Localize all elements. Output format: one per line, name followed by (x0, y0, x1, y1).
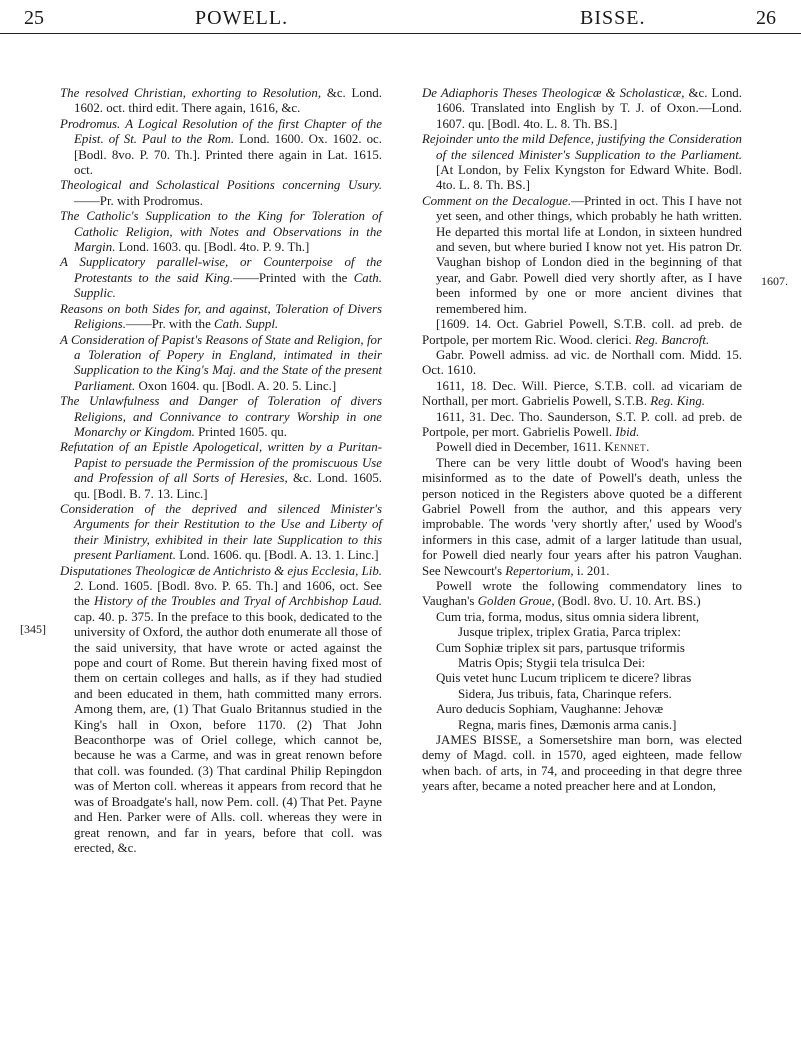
verse-line: Cum tria, forma, modus, situs omnia sidera librent, (436, 609, 700, 624)
register-note-3: 1611, 18. Dec. Will. Pierce, S.T.B. coll. ad vicariam de Northall, per mort. Gabrielis Powell, S.T.B. Reg. King. (422, 378, 742, 409)
verse-line: Cum Sophiæ triplex sit pars, partusque triformis (436, 640, 685, 655)
entry-unlawfulness: The Unlawfulness and Danger of Toleration of divers Religions, and Connivance to contrary Worship in one Monarchy or Kingdom. Printed 1605. qu. (60, 394, 382, 439)
entry-deprived-ministers: Consideration of the deprived and silenced Minister's Arguments for their Restitution to the Use and Liberty of their Ministry, exhibited in their late Supplication to this present Parliament. Lond. 1606. qu. [Bodl. A. 13. 1. Linc.] (60, 501, 382, 563)
left-running-head: POWELL. (195, 7, 289, 29)
entry-rejoinder: Rejoinder unto the mild Defence, justifying the Consideration of the silenced Minister's Supplication to the Parliament. [At London, by Felix Kyngston for Edward White. Bodl. 4to. L. 8. Th. BS.] (422, 132, 742, 193)
verse-line: Regna, maris fines, Dæmonis arma canis.] (458, 717, 677, 732)
entry-prodromus: Prodromus. A Logical Resolution of the first Chapter of the Epist. of St. Paul to the Rom. Lond. 1600. Ox. 1602. oc. [Bodl. 8vo. P. 70. Th.]. Printed there again in Lat. 1615. oct. (60, 116, 383, 178)
entry-resolved-christian: The resolved Christian, exhorting to Resolution, &c. Lond. 1602. oct. third edit. There again, 1616, &c. (60, 86, 382, 116)
entry-decalogue: Comment on the Decalogue.—Printed in oct. This I have not yet seen, and other things, which probably he hath written. He departed this mortal life at London, in sixteen hundred and seven, but where buried I know not yet. His patron Dr. Vaughan bishop of London died in the beginning of that year, and Gabr. Powell died very shortly after, as I have been informed by one or more ancient divines that remembered him. (422, 193, 742, 316)
entry-usury: Theological and Scholastical Positions concerning Usury.——Pr. with Prodromus. (60, 178, 382, 208)
left-column (60, 86, 382, 856)
right-running-head: BISSE. (580, 7, 646, 29)
entry-reasons-toleration: Reasons on both Sides for, and against, Toleration of Divers Religions.——Pr. with the Cath. Suppl. (60, 301, 382, 332)
entry-james-bisse: JAMES BISSE, a Somersetshire man born, was elected demy of Magd. coll. in 1570, aged eighteen, made fellow when bach. of arts, in 74, and proceeding in that degre three years after, became a noted preacher here and at London, (422, 733, 742, 794)
header-rule (0, 33, 801, 34)
right-column (422, 86, 742, 795)
page-header (0, 0, 801, 40)
entry-consideration-papists: A Consideration of Papist's Reasons of State and Religion, for a Toleration of Popery in England, intimated in their Supplication to the King's Maj. and the State of the present Parliament. Oxon 1604. qu. [Bodl. A. 20. 5. Linc.] (60, 332, 382, 393)
register-note-2: Gabr. Powell admiss. ad vic. de Northall com. Midd. 15. Oct. 1610. (422, 347, 742, 378)
verse-line: Matris Opis; Stygii tela trisulca Dei: (458, 656, 646, 671)
register-note: [1609. 14. Oct. Gabriel Powell, S.T.B. coll. ad preb. de Portpole, per mortem Ric. Wood. clerici. Reg. Bancroft. (422, 317, 742, 347)
right-page-number: 26 (756, 7, 776, 29)
author-name: JAMES BISSE, (436, 733, 522, 748)
right-margin-year: 1607. (761, 274, 788, 288)
register-note-5: Powell died in December, 1611. Kennet. (436, 440, 650, 455)
kennet-signature: Kennet. (604, 440, 650, 455)
verse-line: Sidera, Jus tribuis, fata, Charinque refers. (458, 686, 672, 701)
left-page-number: 25 (24, 7, 44, 29)
entry-de-adiaphoris: De Adiaphoris Theses Theologicæ & Scholasticæ, &c. Lond. 1606. Translated into English by T. J. of Oxon.—Lond. 1607. qu. [Bodl. 4to. L. 8. Th. BS.] (422, 86, 742, 131)
latin-verse (422, 610, 742, 733)
left-margin-page-ref: [345] (20, 622, 46, 636)
verse-line: Auro deducis Sophiam, Vaughanne: Jehovæ (436, 702, 664, 717)
verse-line: Jusque triplex, triplex Gratia, Parca triplex: (458, 625, 682, 640)
entry-catholic-supplication: The Catholic's Supplication to the King for Toleration of Catholic Religion, with Notes and Observations in the Margin. Lond. 1603. qu. [Bodl. 4to. P. 9. Th.] (60, 209, 382, 255)
commendatory-intro: Powell wrote the following commendatory lines to Vaughan's Golden Groue, (Bodl. 8vo. U. 10. Art. BS.) (422, 579, 742, 609)
verse-line: Quis vetet hunc Lucum triplicem te dicere? libras (436, 671, 692, 686)
register-note-4: 1611, 31. Dec. Tho. Saunderson, S.T. P. coll. ad preb. de Portpole, per mort. Gabrielis Powell. Ibid. (422, 409, 742, 439)
entry-disputationes: Disputationes Theologicæ de Antichristo & ejus Ecclesia, Lib. 2. Lond. 1605. [Bodl. 8vo. P. 65. Th.] and 1606, oct. See the History of the Troubles and Tryal of Archbishop Laud. cap. 40. p. 375. In the preface to this book, dedicated to the university of Oxford, the author doth enumerate all those of the said university, that have wrote or acted against the pope and court of Rome. But therein having fixed most of them on certain colleges and halls, as if they had studied and been educated in them, hath committed many errors. Among them, are, (1) That Gualo Britannus studied in the King's hall in Oxon, before 1170. (2) That John Beaconthorpe was of Oriel college, which cannot be, because he was a Carme, and was in great renown before that coll. was founded. (3) That cardinal Philip Repingdon was of Merton coll. whereas it appears from record that he was of Broadgate's hall, now Pem. coll. (4) That Pet. Payne and Hen. Parker were of Alls. coll. whereas they were in great renown, and far in years, before that coll. was erected, &c. (60, 563, 382, 855)
editor-note: There can be very little doubt of Wood's having been misinformed as to the date of Powell's death, unless the person noticed in the Registers above quoted be a different Gabriel Powell from the author, and this appears very improbable. The words 'very shortly after,' used by Wood's informers in this case, admit of a larger latitude than usual, for Powell died nearly four years after his patron Vaughan. See Newcourt's Repertorium, i. 201. (422, 455, 742, 578)
entry-supplicatory: A Supplicatory parallel-wise, or Counterpoise of the Protestants to the said King.——Printed with the Cath. Supplic. (60, 255, 382, 301)
entry-refutation: Refutation of an Epistle Apologetical, written by a Puritan-Papist to persuade the Permission of the promiscuous Use and Profession of all Sorts of Heresies, &c. Lond. 1605. qu. [Bodl. B. 7. 13. Linc.] (60, 440, 382, 501)
